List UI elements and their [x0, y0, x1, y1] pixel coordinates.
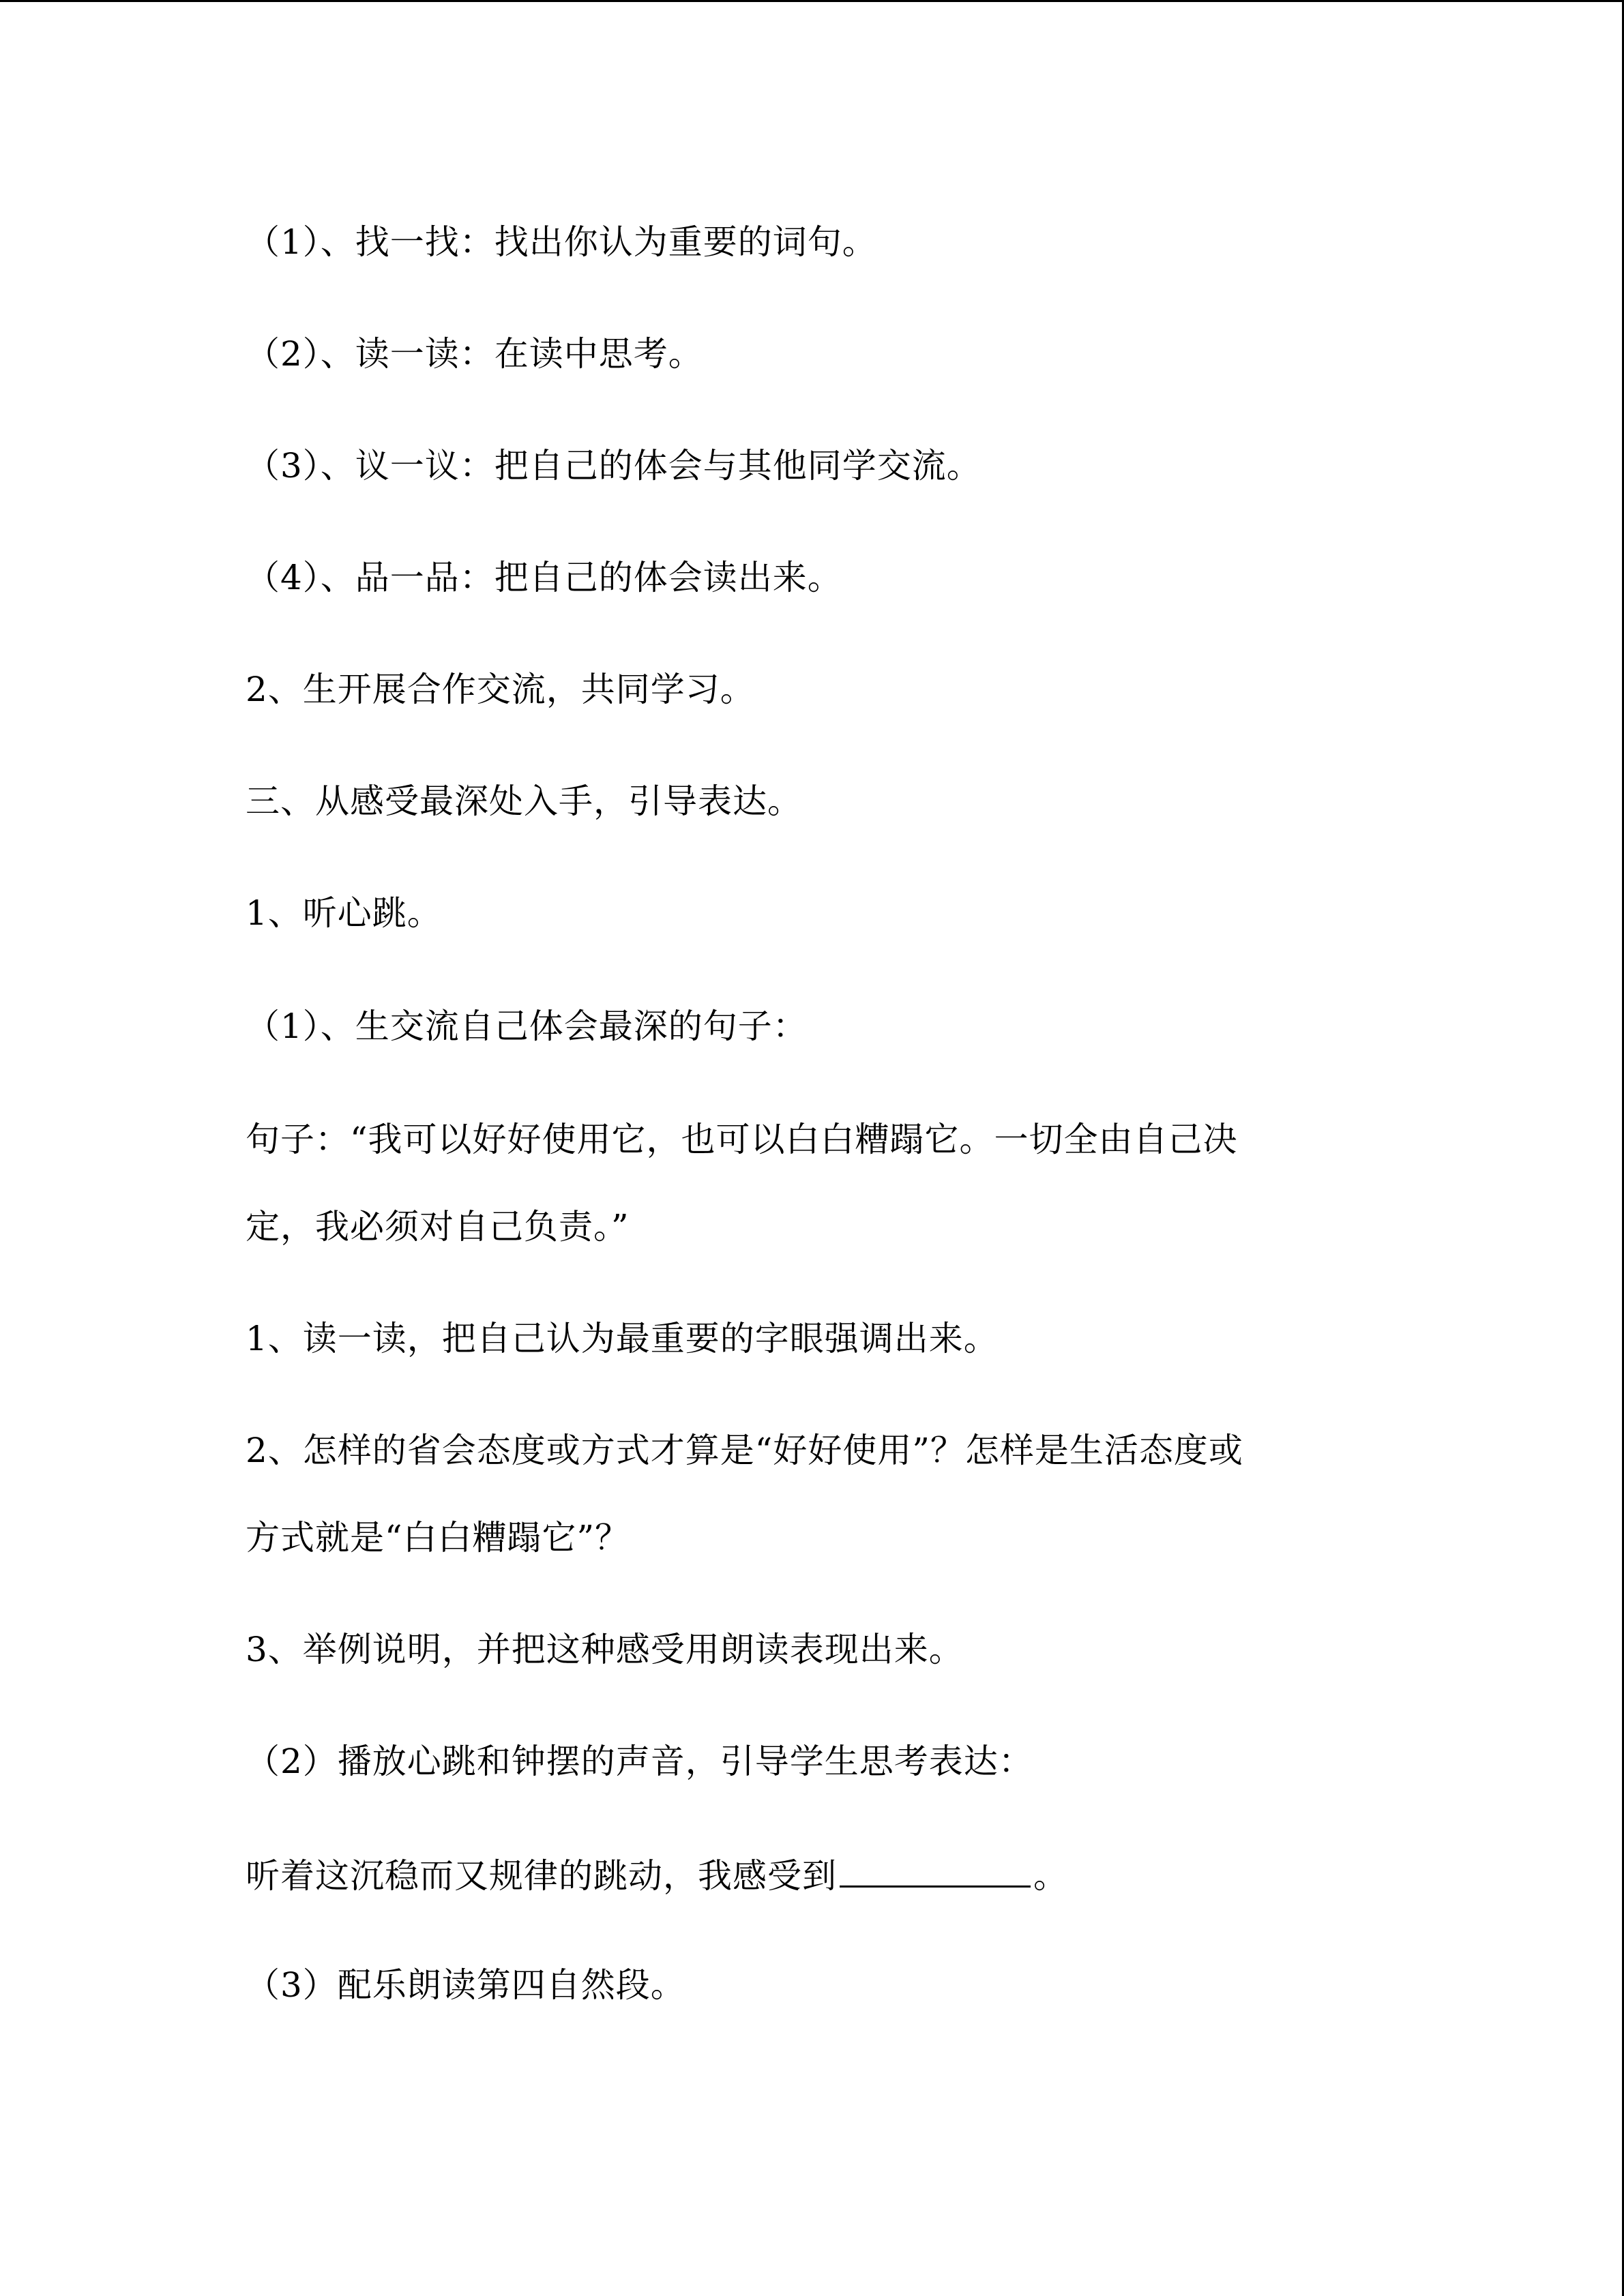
fill-blank-line — [246, 1851, 1068, 1898]
step-savor-line: （4）、品一品：把自己的体会读出来。 — [246, 558, 842, 597]
step-read-line: （2）、读一读：在读中思考。 — [246, 334, 703, 374]
fill-blank-end: 。 — [1033, 1856, 1068, 1896]
step-find-line: （1）、找一找：找出你认为重要的词句。 — [246, 222, 877, 262]
play-sound-line: （2）播放心跳和钟摆的声音，引导学生思考表达： — [246, 1742, 1033, 1781]
example-line: 3、举例说明，并把这种感受用朗读表现出来。 — [246, 1630, 964, 1669]
fill-blank-prompt: 听着这沉稳而又规律的跳动，我感受到 — [246, 1856, 837, 1896]
question-line-2: 方式就是“白白糟蹋它”？ — [246, 1518, 630, 1557]
read-emphasis-line: 1、读一读，把自己认为最重要的字眼强调出来。 — [246, 1319, 999, 1358]
question-line-1: 2、怎样的省会态度或方式才算是“好好使用”？怎样是生活态度或 — [246, 1431, 1243, 1470]
share-sentence-line: （1）、生交流自己体会最深的句子： — [246, 1007, 808, 1046]
answer-blank[interactable] — [840, 1851, 1031, 1888]
cooperation-line: 2、生开展合作交流，共同学习。 — [246, 670, 755, 709]
quote-line-1: 句子：“我可以好好使用它，也可以白白糟蹋它。一切全由自己决 — [246, 1120, 1238, 1159]
listen-heartbeat-line: 1、听心跳。 — [246, 893, 442, 933]
quote-line-2: 定，我必须对自己负责。” — [246, 1207, 630, 1247]
section-three-heading: 三、从感受最深处入手，引导表达。 — [246, 781, 802, 821]
step-discuss-line: （3）、议一议：把自己的体会与其他同学交流。 — [246, 446, 981, 486]
music-reading-line: （3）配乐朗读第四自然段。 — [246, 1965, 685, 2005]
